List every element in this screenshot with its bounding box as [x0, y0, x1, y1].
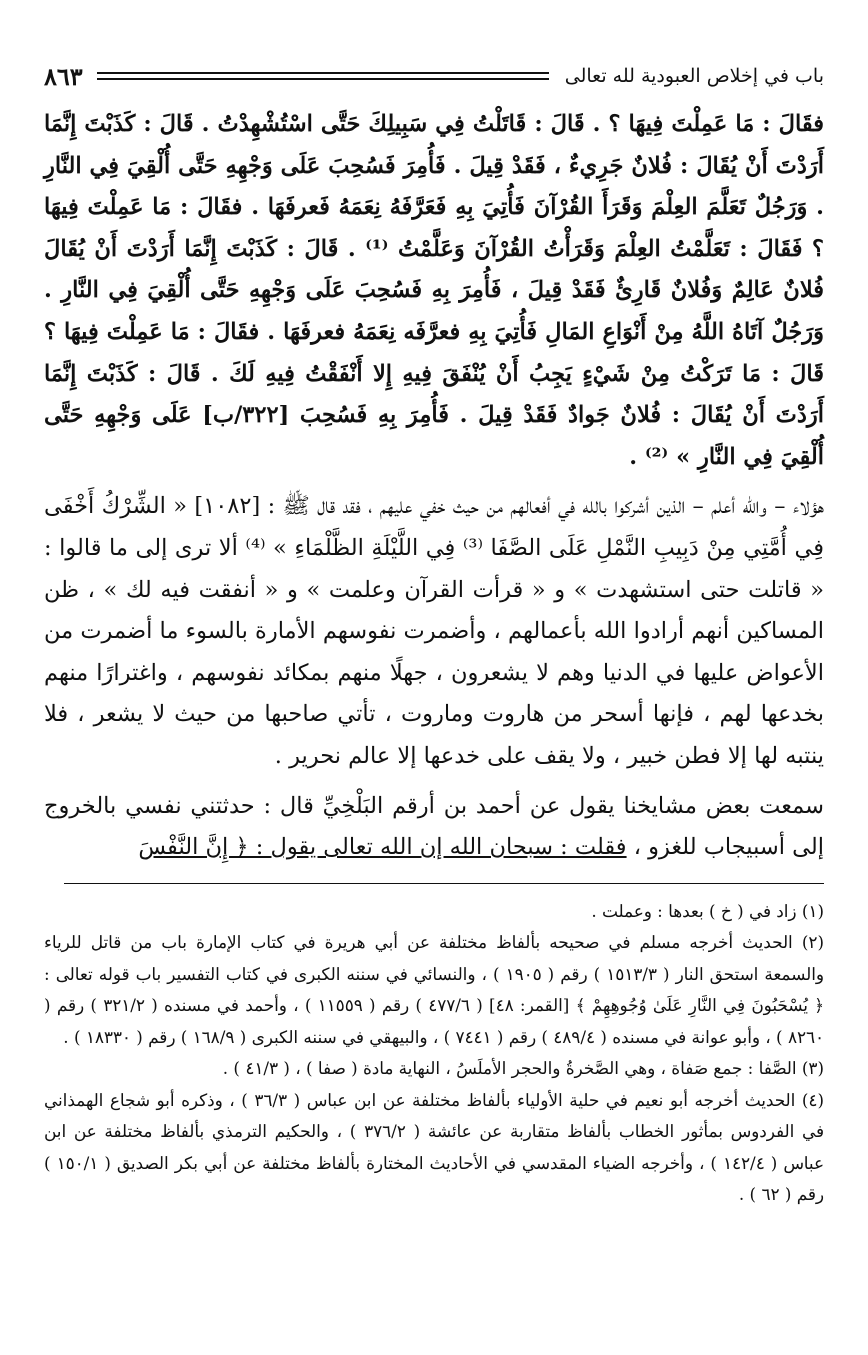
running-header	[44, 58, 824, 94]
footnote-1: (١) زاد في ( خ ) بعدها : وعملت .	[591, 900, 824, 921]
commentary-paragraph: هؤلاء – والله أعلم – الذين أشركوا بالله في أفعالهم من حيث خفي عليهم ، فقد قال ﷺ : [١٠٨٢] « الشِّرْكُ أَخْفَى فِي أُمَّتِي مِنْ دَبِيبِ النَّمْلِ عَلَى الصَّفَا ⁽³⁾ فِي اللَّيْلَةِ الظَّلْمَاءِ » ⁽⁴⁾ ألا ترى إلى ما قالوا : « قاتلت حتى استشهدت » و « قرأت القرآن وعلمت » و « أنفقت فيه لك » ، ظن المساكين أنهم أرادوا الله بأعمالهم ، وأضمرت نفوسهم الأمارة بالسوء ما أضمرت من الأعواض عليها في الدنيا وهم لا يشعرون ، جهلًا منهم بمكائد نفوسهم ، واغترارًا منهم بخدعها لهم ، فإنها أسحر من هاروت وماروت ، تأتي صاحبها من حيث لا يشعر ، فلا ينتبه لها إلا فطن خبير ، ولا يقف على خدعها إلا عالم نحرير .	[44, 493, 824, 769]
page-number: ٨٦٣	[44, 61, 83, 91]
footnote-3: (٣) الصَّفا : جمع صَفاة ، وهي الصَّخرةُ والحجر الأملَسُ ، النهاية مادة ( صفا ) ، ( ٤١/٣ ) .	[222, 1058, 824, 1079]
book-page	[44, 58, 824, 1211]
underlined-text: فقلت : سبحان الله إن الله تعالى يقول : ﴿ إِنَّ النَّفْسَ	[138, 834, 627, 861]
main-text	[44, 104, 824, 869]
paragraph-gap	[44, 778, 824, 786]
hadith-paragraph: فقَالَ : مَا عَمِلْتَ فِيهَا ؟ . قَالَ : قَاتَلْتُ فِي سَبِيلِكَ حَتَّى اسْتُشْهِدْتُ . قَالَ : كَذَبْتَ إِنَّمَا أَرَدْتَ أَنْ يُقَالَ : فُلانٌ جَرِيءٌ ، فَقَدْ قِيلَ . فَأُمِرَ فَسُحِبَ عَلَى وَجْهِهِ حَتَّى أُلْقِيَ فِي النَّارِ . وَرَجُلٌ تَعَلَّمَ العِلْمَ وَقَرَأَ القُرْآنَ فَأُتِيَ بِهِ فَعَرَّفَهُ نِعَمَهُ فَعرفَهَا . فقَالَ : مَا عَمِلْتَ فِيهَا ؟ فَقَالَ : تَعَلَّمْتُ العِلْمَ وَقَرَأْتُ القُرْآنَ وَعَلَّمْتُ ⁽¹⁾ . قَالَ : كَذَبْتَ إِنَّمَا أَرَدْتَ أَنْ يُقَالَ فُلانٌ عَالِمٌ وَفُلانٌ قَارِئٌ فَقَدْ قِيلَ ، فَأُمِرَ بِهِ فَسُحِبَ عَلَى وَجْهِهِ حَتَّى أُلْقِيَ فِي النَّارِ . وَرَجُلٌ آتَاهُ اللَّهُ مِنْ أَنْوَاعِ المَالِ فَأُتِيَ بِهِ فعرَّفَه نِعَمَهُ فعرفَهَا . فقَالَ : مَا عَمِلْتَ فِيهَا ؟ قَالَ : مَا تَرَكْتُ مِنْ شَيْءٍ يَجِبُ أَنْ يُنْفَقَ فِيهِ إِلا أَنْفَقْتُ فِيهِ لَكَ . قَالَ : كَذَبْتَ إِنَّمَا أَرَدْتَ أَنْ يُقَالَ : فُلانٌ جَوادٌ فَقَدْ قِيلَ . فَأُمِرَ بِهِ فَسُحِبَ [٣٢٢/ب] عَلَى وَجْهِهِ حَتَّى أُلْقِيَ فِي النَّارِ » ⁽²⁾ .	[44, 111, 824, 470]
footnotes	[44, 896, 824, 1211]
footnote-2: (٢) الحديث أخرجه مسلم في صحيحه بألفاظ مختلفة عن أبي هريرة في كتاب الإمارة باب من قاتل للرياء والسمعة استحق النار ( ١٥١٣/٣ ) رقم ( ١٩٠٥ ) ، والنسائي في سننه الكبرى في كتاب التفسير باب قوله تعالى : ﴿ يُسْحَبُونَ فِي النَّارِ عَلَىٰ وُجُوهِهِمْ ﴾ [القمر: ٤٨] ( ٤٧٧/٦ ) رقم ( ١١٥٥٩ ) ، وأحمد في مسنده ( ٣٢١/٢ ) رقم ( ٨٢٦٠ ) ، وأبو عوانة في مسنده ( ٤٨٩/٤ ) رقم ( ٧٤٤١ ) ، والبيهقي في سننه الكبرى ( ١٦٨/٩ ) رقم ( ١٨٣٣٠ ) .	[44, 932, 824, 1047]
footnote-divider	[64, 883, 824, 884]
paragraph-gap	[44, 478, 824, 486]
narration-paragraph	[44, 786, 824, 869]
chapter-title: باب في إخلاص العبودية لله تعالى	[564, 65, 824, 87]
header-rule	[97, 72, 549, 80]
footnote-4: (٤) الحديث أخرجه أبو نعيم في حلية الأولياء بألفاظ مختلفة عن ابن عباس ( ٣٦/٣ ) ، وذكره أبو شجاع الهمذاني في الفردوس بمأثور الخطاب بألفاظ متقاربة عن عائشة ( ٣٧٦/٢ ) ، والحكيم الترمذي بألفاظ مختلفة عن ابن عباس ( ١٤٢/٤ ) ، وأخرجه الضياء المقدسي في الأحاديث المختارة بألفاظ مختلفة عن أبي بكر الصديق ( ١٥٠/١ ) رقم ( ٦٢ ) .	[44, 1089, 825, 1205]
narration-text: سمعت بعض مشايخنا يقول عن أحمد بن أرقم البَلْخِيِّ قال : حدثتني نفسي بالخروج إلى أسبيجاب للغزو ،	[44, 792, 824, 861]
